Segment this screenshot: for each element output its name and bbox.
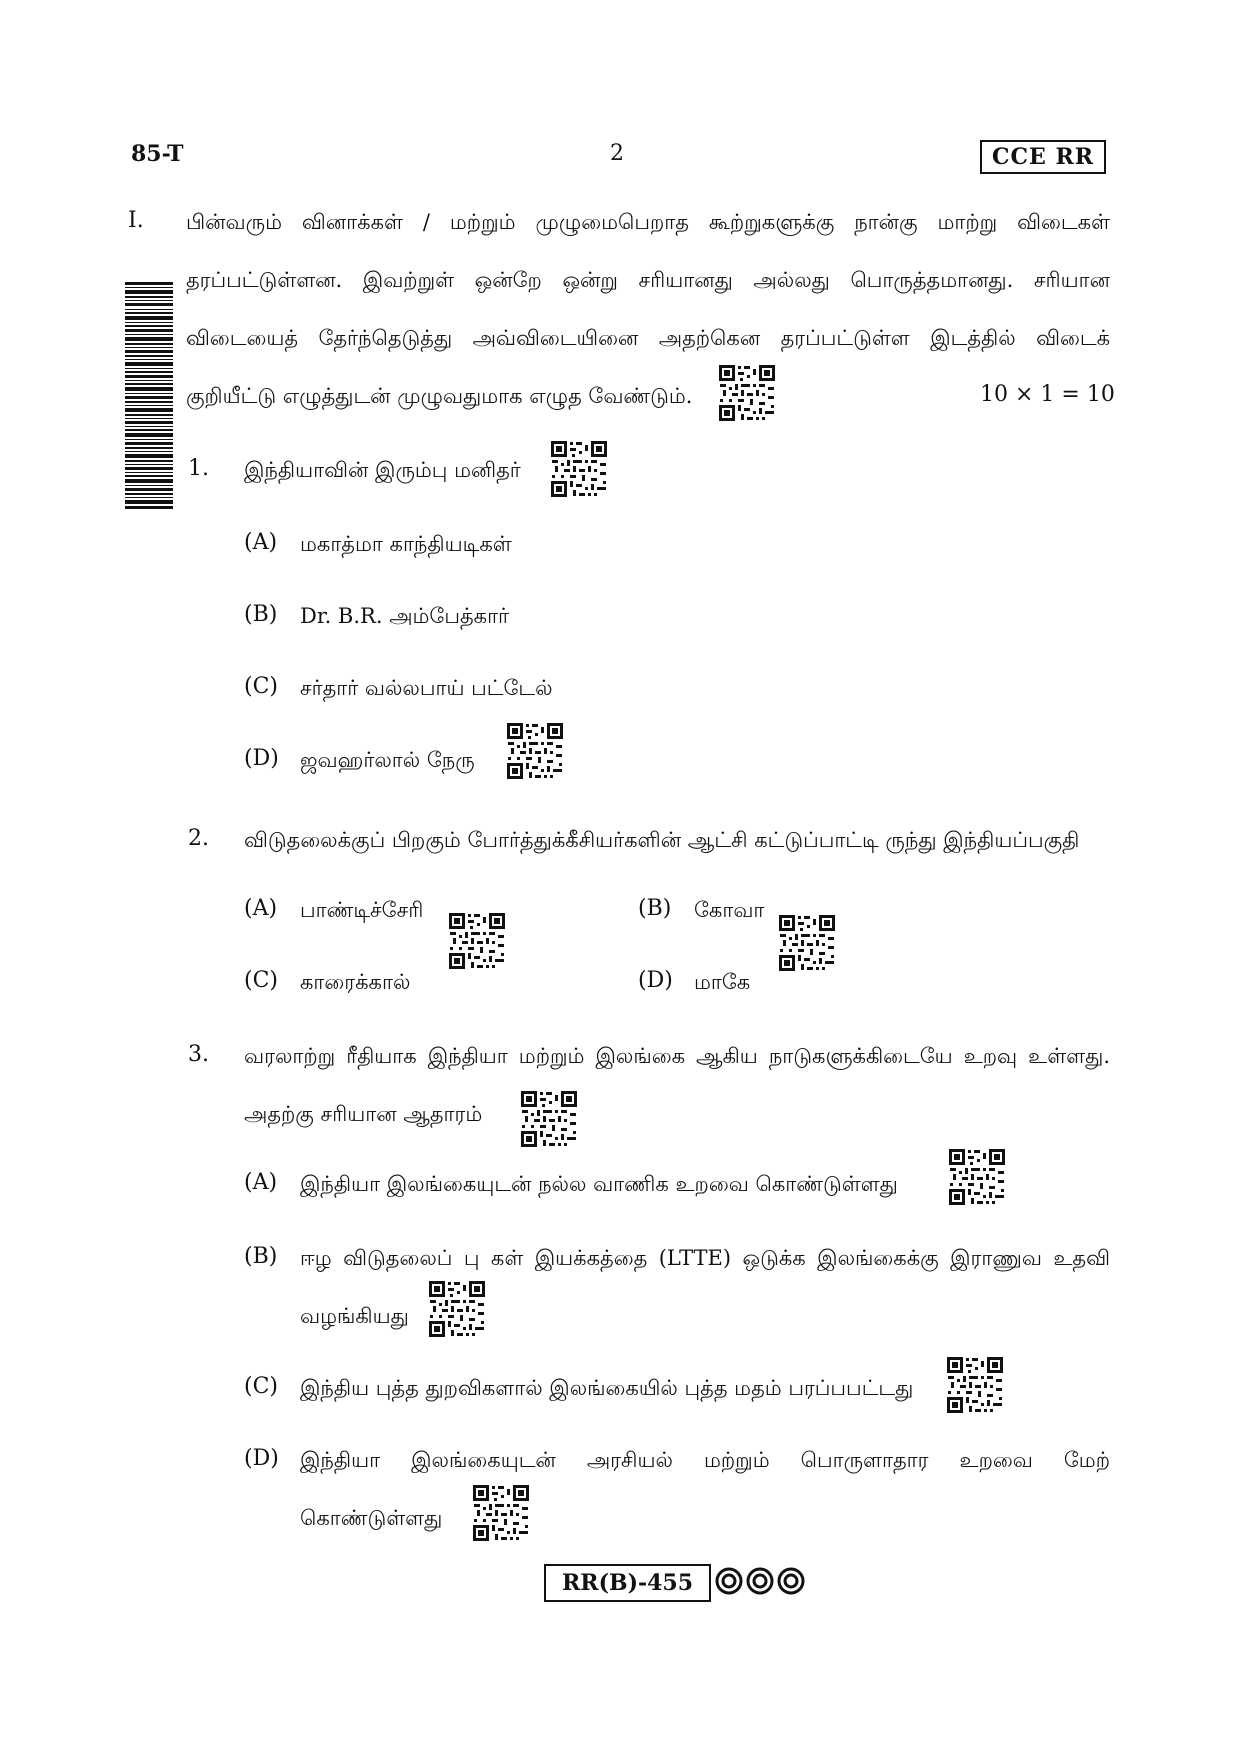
q2-option-c-label: (C)	[244, 968, 278, 993]
q2-option-d-label: (D)	[638, 968, 673, 993]
qr-code-icon	[948, 1148, 1006, 1206]
footer-code: RR(B)-455	[544, 1564, 711, 1602]
question-2-number: 2.	[188, 826, 209, 851]
q3-option-d-label: (D)	[244, 1446, 279, 1471]
qr-code-icon	[718, 364, 776, 422]
q3-option-c-text: இந்திய புத்த துறவிகளால் இலங்கையில் புத்த மதம் பரப்பபட்டது	[300, 1376, 914, 1400]
instruction-line-4: குறியீட்டு எழுத்துடன் முழுவதுமாக எழுத வேண்டும்.	[186, 384, 693, 408]
q2-option-b-text: கோவா	[694, 898, 765, 922]
qr-code-icon	[550, 440, 608, 498]
q3-option-a-text: இந்தியா இலங்கையுடன் நல்ல வாணிக உறவை கொண்டுள்ளது	[300, 1172, 898, 1196]
q1-option-a-text: மகாத்மா காந்தியடிகள்	[300, 532, 512, 556]
q1-option-b-label: (B)	[244, 602, 278, 627]
q1-option-b-text: Dr. B.R. அம்பேத்கார்	[300, 604, 510, 628]
q2-option-a-text: பாண்டிச்சேரி	[300, 898, 424, 922]
header-tag: CCE RR	[980, 140, 1106, 174]
q3-option-b-text: ஈழ விடுதலைப் பு கள் இயக்கத்தை (LTTE) ஒடுக்க இலங்கைக்கு இராணுவ உதவி	[300, 1246, 1110, 1270]
question-2-text: விடுதலைக்குப் பிறகும் போர்த்துக்கீசியர்களின் ஆட்சி கட்டுப்பாட்டி ருந்து இந்தியப்பகுதி	[244, 828, 1080, 852]
question-3-number: 3.	[188, 1042, 209, 1067]
qr-code-icon	[520, 1090, 578, 1148]
qr-code-icon	[946, 1356, 1004, 1414]
qr-code-icon	[428, 1280, 486, 1338]
question-1-text: இந்தியாவின் இரும்பு மனிதர்	[244, 458, 521, 482]
q1-option-d-text: ஜவஹர்லால் நேரு	[300, 748, 475, 772]
q2-option-b-label: (B)	[638, 896, 672, 921]
q1-option-d-label: (D)	[244, 746, 279, 771]
qr-code-icon	[506, 722, 564, 780]
q3-option-b-label: (B)	[244, 1244, 278, 1269]
circle-marks-icon	[714, 1566, 806, 1596]
question-3-text-line-1: வரலாற்று ரீதியாக இந்தியா மற்றும் இலங்கை ஆகிய நாடுகளுக்கிடையே உறவு உள்ளது.	[244, 1044, 1110, 1068]
q3-option-a-label: (A)	[244, 1170, 278, 1195]
section-roman: I.	[128, 208, 144, 233]
question-1-number: 1.	[188, 456, 209, 481]
q3-option-c-label: (C)	[244, 1374, 278, 1399]
q2-option-d-text: மாகே	[694, 970, 751, 994]
q3-option-d-text-cont: கொண்டுள்ளது	[300, 1506, 443, 1530]
q3-option-b-text-cont: வழங்கியது	[300, 1304, 409, 1328]
qr-code-icon	[448, 912, 506, 970]
question-3-text-line-2: அதற்கு சரியான ஆதாரம்	[244, 1102, 483, 1126]
q2-option-c-text: காரைக்கால்	[300, 970, 411, 994]
section-marks: 10 × 1 = 10	[980, 382, 1115, 407]
q1-option-c-label: (C)	[244, 674, 278, 699]
qr-code-icon	[472, 1484, 530, 1542]
instruction-line-1: பின்வரும் வினாக்கள் / மற்றும் முழுமைபெறாத கூற்றுகளுக்கு நான்கு மாற்று விடைகள்	[186, 210, 1110, 234]
qr-code-icon	[778, 914, 836, 972]
page-number: 2	[610, 141, 624, 166]
q1-option-a-label: (A)	[244, 530, 278, 555]
paper-code: 85-T	[131, 141, 184, 167]
barcode	[125, 282, 173, 510]
q1-option-c-text: சர்தார் வல்லபாய் பட்டேல்	[300, 676, 553, 700]
q2-option-a-label: (A)	[244, 896, 278, 921]
instruction-line-3: விடையைத் தேர்ந்தெடுத்து அவ்விடையினை அதற்கென தரப்பட்டுள்ள இடத்தில் விடைக்	[186, 326, 1110, 350]
q3-option-d-text: இந்தியா இலங்கையுடன் அரசியல் மற்றும் பொருளாதார உறவை மேற்	[300, 1448, 1110, 1472]
instruction-line-2: தரப்பட்டுள்ளன. இவற்றுள் ஒன்றே ஒன்று சரியானது அல்லது பொருத்தமானது. சரியான	[186, 268, 1110, 292]
